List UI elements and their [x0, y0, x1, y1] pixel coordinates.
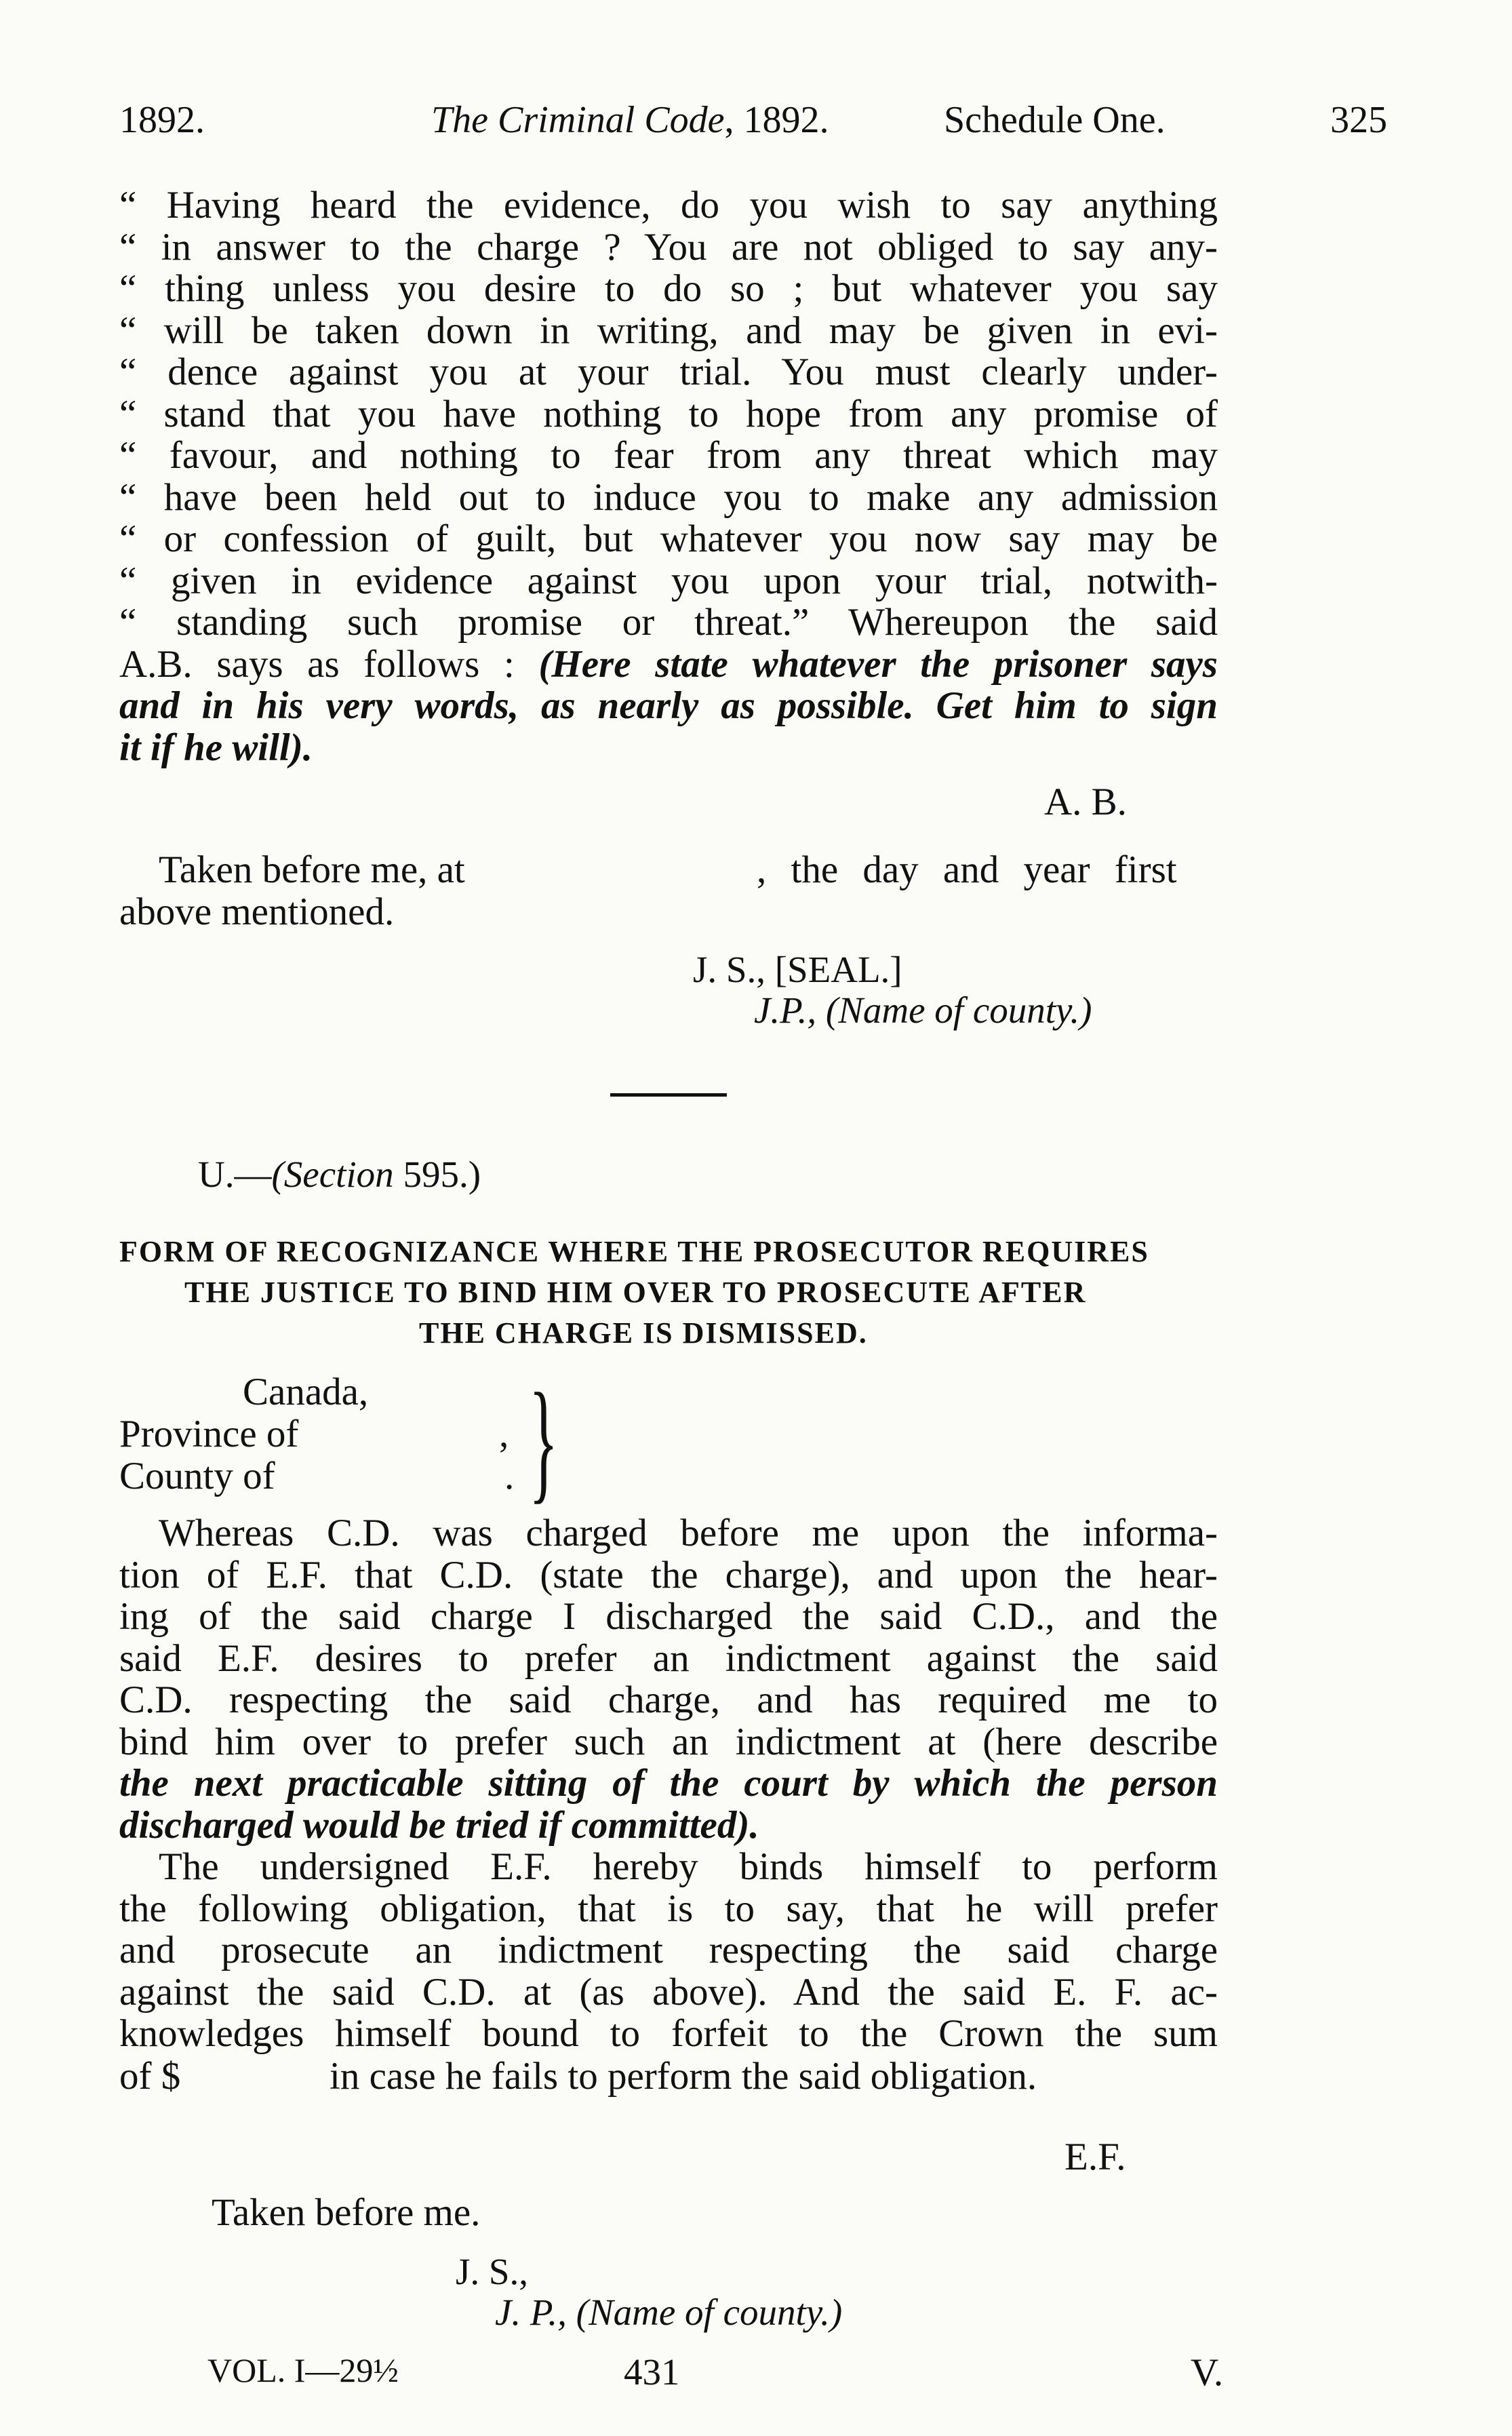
sum-label: of $ — [119, 2055, 181, 2098]
justice-signature: J. S., [SEAL.] — [693, 949, 902, 990]
signature-ef: E.F. — [1065, 2136, 1126, 2178]
taken-line-left: Taken before me, at — [159, 848, 465, 891]
paragraph-line: against the said C.D. at (as above). And the said E. F. ac- — [119, 1970, 1218, 2013]
instruction-italic: it if he will). — [119, 726, 313, 769]
header-year: 1892. — [119, 99, 205, 141]
paragraph-line: tion of E.F. that C.D. (state the charge), and upon the hear- — [119, 1553, 1218, 1596]
taken-before-me: Taken before me. — [212, 2191, 481, 2234]
footer-letter: V. — [1191, 2351, 1224, 2394]
venue-canada: Canada, — [243, 1371, 369, 1413]
form-title-line: FORM OF RECOGNIZANCE WHERE THE PROSECUTOR REQUIRES — [119, 1235, 1149, 1268]
justice-county — [754, 989, 1092, 1032]
venue-county: County of — [119, 1455, 275, 1497]
footer-number: 431 — [624, 2351, 680, 2393]
signature-ab: A. B. — [1044, 781, 1127, 823]
jp-county-italic-2: (Name of county.) — [576, 2292, 843, 2333]
venue-comma: , — [499, 1413, 509, 1455]
jp-prefix: J.P., — [754, 989, 826, 1031]
statement-line: “ will be taken down in writing, and may be given in evi- — [119, 309, 1218, 352]
venue-brace: } — [529, 1366, 559, 1516]
paragraph-line: knowledges himself bound to forfeit to the Crown the sum — [119, 2012, 1218, 2055]
taken-line-right: , the day and year first — [757, 848, 1177, 891]
jp-prefix-2: J. P., — [495, 2292, 576, 2333]
statement-line: “ standing such promise or threat.” Whereupon the said — [119, 601, 1218, 644]
footer-signature-mark: VOL. I—29½ — [207, 2351, 399, 2389]
sum-condition: in case he fails to perform the said obligation. — [330, 2055, 1037, 2098]
statement-line: “ favour, and nothing to fear from any threat which may — [119, 434, 1218, 477]
form-title-line: THE CHARGE IS DISMISSED. — [419, 1316, 868, 1350]
form-heading — [198, 1153, 481, 1196]
jp-county-italic: (Name of county.) — [825, 989, 1092, 1031]
statement-line: “ Having heard the evidence, do you wish to say anything — [119, 184, 1218, 227]
statement-line: “ stand that you have nothing to hope from any promise of — [119, 392, 1218, 435]
section-italic: (Section — [271, 1154, 394, 1195]
paragraph-line: and prosecute an indictment respecting the said charge — [119, 1929, 1218, 1971]
says-line — [119, 644, 1218, 686]
paragraph-line: said E.F. desires to prefer an indictment against the said — [119, 1636, 1218, 1680]
header-title-rest: , 1892. — [724, 99, 829, 141]
venue-province: Province of — [119, 1413, 299, 1455]
statement-line: “ dence against you at your trial. You must clearly under- — [119, 351, 1218, 393]
statement-block — [119, 184, 1218, 768]
statement-line: “ thing unless you desire to do so ; but whatever you say — [119, 267, 1218, 310]
paragraph-line-italic: discharged would be tried if committed). — [119, 1803, 759, 1847]
section-rest: 595.) — [393, 1154, 481, 1195]
section-divider — [610, 1093, 727, 1097]
statement-line: “ or confession of guilt, but whatever you now say may be — [119, 517, 1218, 560]
header-title-italic: The Criminal Code — [431, 99, 725, 141]
header-title — [431, 98, 829, 142]
recognizance-paragraph-2 — [119, 1846, 1218, 2055]
paragraph-line-italic: the next practicable sitting of the court by which the person — [119, 1762, 1218, 1805]
paragraph-line: bind him over to prefer such an indictment at (here describe — [119, 1720, 1218, 1763]
paragraph-line: the following obligation, that is to say, that he will prefer — [119, 1887, 1218, 1930]
form-title-line: THE JUSTICE TO BIND HIM OVER TO PROSECUTE AFTER — [184, 1276, 1087, 1309]
instruction-italic: and in his very words, as nearly as possible. Get him to sign — [119, 684, 1218, 727]
header-schedule: Schedule One. — [944, 99, 1166, 141]
paragraph-line: The undersigned E.F. hereby binds himself to perform — [159, 1845, 1218, 1888]
paragraph-line: C.D. respecting the said charge, and has required me to — [119, 1678, 1218, 1721]
form-letter: U.— — [198, 1154, 272, 1195]
paragraph-line: ing of the said charge I discharged the said C.D., and the — [119, 1595, 1218, 1638]
says-start: A.B. says as follows : — [119, 642, 539, 686]
justice-signature-2: J. S., — [456, 2251, 528, 2292]
statement-line: “ have been held out to induce you to make any admission — [119, 475, 1218, 519]
recognizance-paragraph-1 — [119, 1512, 1218, 1846]
statement-line: “ in answer to the charge ? You are not obliged to say any- — [119, 225, 1218, 269]
instruction-italic: (Here state whatever the prisoner says — [538, 642, 1218, 686]
page-number: 325 — [1330, 99, 1387, 141]
paragraph-line: Whereas C.D. was charged before me upon the informa- — [159, 1512, 1218, 1554]
taken-line-2: above mentioned. — [119, 890, 395, 933]
statement-line: “ given in evidence against you upon your trial, notwith- — [119, 559, 1218, 602]
justice-county-2 — [495, 2291, 842, 2334]
venue-period: . — [504, 1455, 515, 1497]
